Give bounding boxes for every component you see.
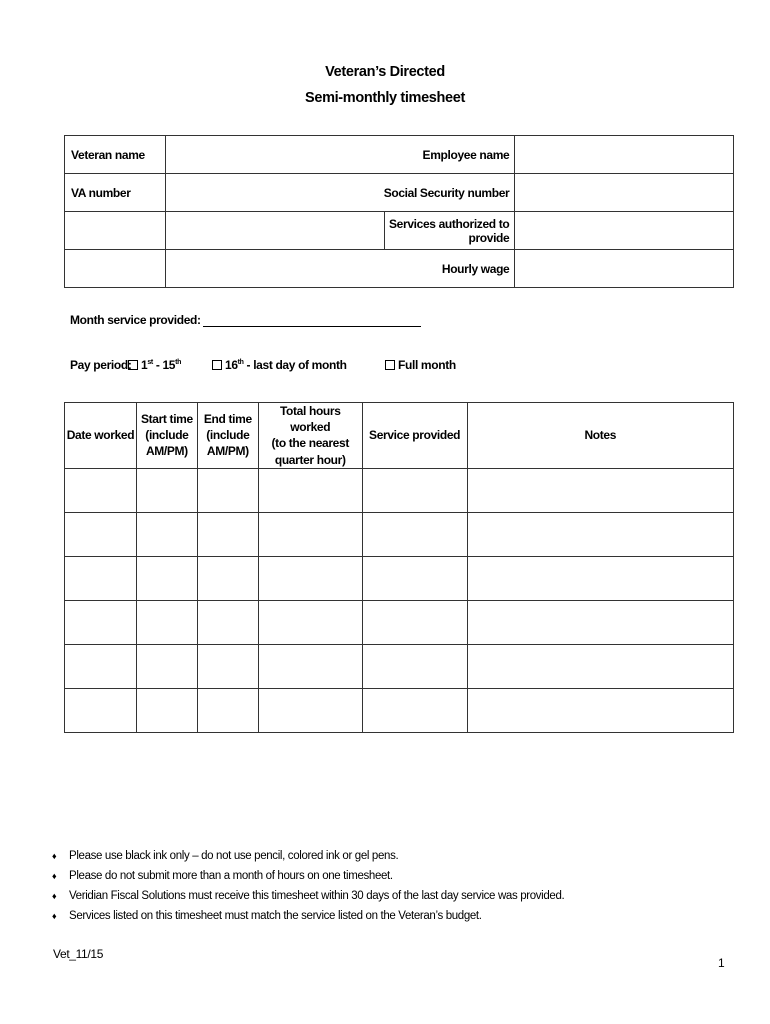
- timesheet-cell[interactable]: [467, 600, 733, 644]
- timesheet-cell[interactable]: [136, 644, 197, 688]
- col-header-start-time: Start time (include AM/PM): [136, 403, 197, 469]
- month-service-line: [70, 313, 421, 327]
- timesheet-cell[interactable]: [136, 512, 197, 556]
- timesheet-cell[interactable]: [258, 600, 362, 644]
- employee-name-label: Employee name: [165, 136, 514, 174]
- timesheet-row: [65, 688, 734, 732]
- timesheet-cell[interactable]: [362, 688, 467, 732]
- timesheet-cell[interactable]: [362, 468, 467, 512]
- col-header-date-worked: Date worked: [65, 403, 137, 469]
- hourly-wage-label: Hourly wage: [165, 250, 514, 288]
- timesheet-table: [64, 402, 734, 733]
- timesheet-cell[interactable]: [197, 468, 258, 512]
- timesheet-cell[interactable]: [362, 512, 467, 556]
- timesheet-cell[interactable]: [65, 644, 137, 688]
- month-service-blank[interactable]: [203, 314, 421, 327]
- timesheet-cell[interactable]: [467, 556, 733, 600]
- col-header-notes: Notes: [467, 403, 733, 469]
- form-code: Vet_11/15: [53, 947, 104, 961]
- timesheet-cell[interactable]: [467, 644, 733, 688]
- timesheet-cell[interactable]: [197, 512, 258, 556]
- timesheet-cell[interactable]: [136, 468, 197, 512]
- timesheet-cell[interactable]: [136, 556, 197, 600]
- services-authorized-field[interactable]: [515, 212, 734, 250]
- form-title: Veteran’s Directed: [325, 64, 445, 80]
- timesheet-cell[interactable]: [362, 556, 467, 600]
- timesheet-cell[interactable]: [65, 556, 137, 600]
- checkbox-icon[interactable]: [212, 360, 222, 370]
- instructions-list: [52, 846, 564, 926]
- timesheet-cell[interactable]: [258, 556, 362, 600]
- checkbox-icon[interactable]: [128, 360, 138, 370]
- timesheet-cell[interactable]: [65, 468, 137, 512]
- bullet-icon: ♦: [52, 851, 57, 861]
- instruction-item: ♦ Please do not submit more than a month of hours on one timesheet.: [52, 866, 564, 886]
- employee-name-field[interactable]: [515, 136, 734, 174]
- timesheet-header-row: [65, 403, 734, 469]
- va-number-label: VA number: [65, 174, 166, 212]
- timesheet-body: [65, 468, 734, 732]
- timesheet-cell[interactable]: [197, 600, 258, 644]
- instruction-item: ♦ Please use black ink only – do not use pencil, colored ink or gel pens.: [52, 846, 564, 866]
- timesheet-row: [65, 468, 734, 512]
- timesheet-cell[interactable]: [258, 644, 362, 688]
- month-service-label: Month service provided:: [70, 313, 201, 327]
- col-header-end-time: End time (include AM/PM): [197, 403, 258, 469]
- bullet-icon: ♦: [52, 911, 57, 921]
- info-blank-cell[interactable]: [65, 250, 166, 288]
- timesheet-row: [65, 512, 734, 556]
- timesheet-cell[interactable]: [197, 688, 258, 732]
- instruction-item: ♦ Veridian Fiscal Solutions must receive this timesheet within 30 days of the last day service was provided.: [52, 886, 564, 906]
- timesheet-cell[interactable]: [362, 644, 467, 688]
- timesheet-cell[interactable]: [258, 688, 362, 732]
- pay-period-option-second-half[interactable]: 16th - last day of month: [212, 358, 347, 372]
- timesheet-row: [65, 556, 734, 600]
- page-number: 1: [718, 956, 725, 970]
- bullet-icon: ♦: [52, 871, 57, 881]
- timesheet-row: [65, 644, 734, 688]
- timesheet-cell[interactable]: [136, 600, 197, 644]
- col-header-total-hours: Total hours worked (to the nearest quarter hour): [258, 403, 362, 469]
- hourly-wage-field[interactable]: [515, 250, 734, 288]
- col-header-service-provided: Service provided: [362, 403, 467, 469]
- timesheet-row: [65, 600, 734, 644]
- timesheet-cell[interactable]: [65, 688, 137, 732]
- timesheet-cell[interactable]: [65, 600, 137, 644]
- timesheet-cell[interactable]: [467, 468, 733, 512]
- timesheet-cell[interactable]: [467, 512, 733, 556]
- info-blank-cell[interactable]: [165, 212, 384, 250]
- timesheet-cell[interactable]: [258, 468, 362, 512]
- pay-period-label: Pay period:: [70, 358, 132, 372]
- services-authorized-label: Services authorized to provide: [384, 212, 515, 250]
- timesheet-cell[interactable]: [467, 688, 733, 732]
- instruction-item: ♦ Services listed on this timesheet must match the service listed on the Veteran’s budget.: [52, 906, 564, 926]
- checkbox-icon[interactable]: [385, 360, 395, 370]
- timesheet-cell[interactable]: [258, 512, 362, 556]
- info-table: [64, 135, 734, 288]
- info-blank-cell[interactable]: [65, 212, 166, 250]
- form-subtitle: Semi-monthly timesheet: [305, 90, 465, 106]
- bullet-icon: ♦: [52, 891, 57, 901]
- timesheet-cell[interactable]: [197, 556, 258, 600]
- ssn-label: Social Security number: [165, 174, 514, 212]
- ssn-field[interactable]: [515, 174, 734, 212]
- veteran-name-label: Veteran name: [65, 136, 166, 174]
- timesheet-cell[interactable]: [65, 512, 137, 556]
- timesheet-cell[interactable]: [136, 688, 197, 732]
- timesheet-cell[interactable]: [197, 644, 258, 688]
- pay-period-option-first-half[interactable]: 1st - 15th: [128, 358, 181, 372]
- timesheet-cell[interactable]: [362, 600, 467, 644]
- pay-period-option-full-month[interactable]: Full month: [385, 358, 456, 372]
